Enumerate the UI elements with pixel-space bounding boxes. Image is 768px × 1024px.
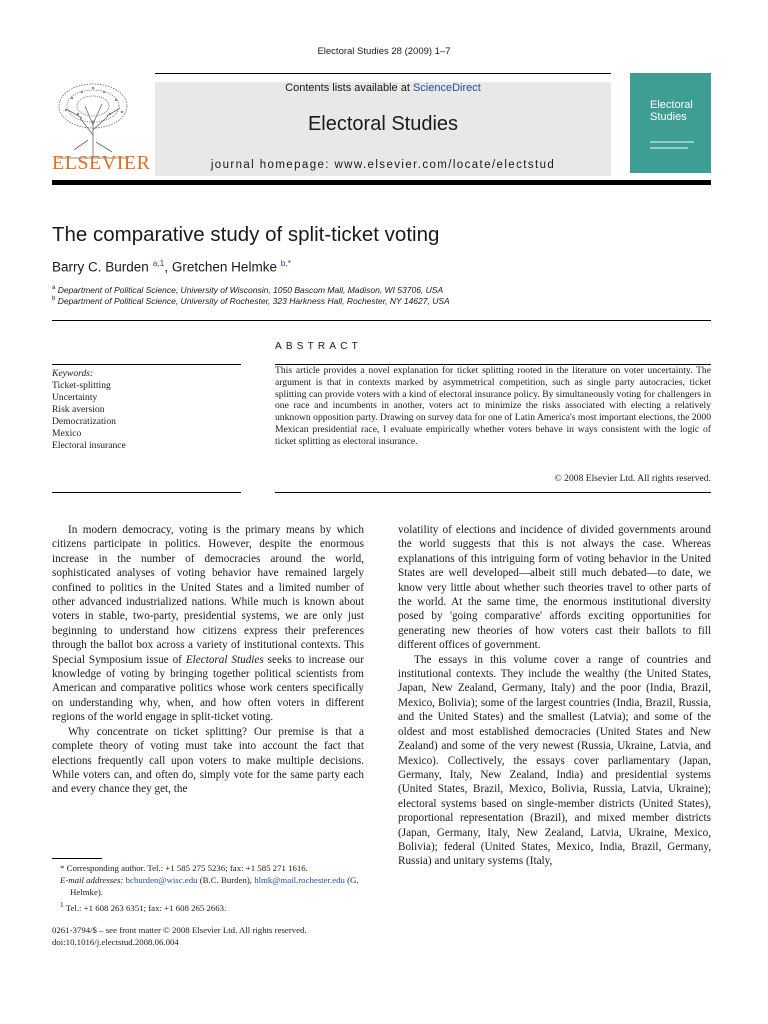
footnote-corresponding (52, 862, 364, 874)
email-link[interactable]: hlmk@mail.rochester.edu (254, 875, 345, 886)
affiliation-text: Department of Political Science, University of Rochester, 323 Harkness Hall, Rochester, NY 14627, USA (57, 296, 450, 306)
keywords-bottom-rule (52, 492, 241, 493)
footnotes (52, 862, 364, 914)
journal-name-italic: Electoral Studies (185, 653, 264, 666)
abstract-copyright: © 2008 Elsevier Ltd. All rights reserved. (554, 473, 711, 484)
footnote-marker: 1 (60, 899, 64, 909)
footnote-1 (52, 899, 364, 914)
email-owner: (G. Helmke). (70, 875, 359, 898)
abstract-bottom-rule (275, 492, 711, 493)
abstract-top-rule (52, 320, 711, 321)
abstract-text: This article provides a novel explanation for ticket splitting rooted in the literature on voter uncertainty. The argument is that in contexts marked by asymmetrical competition, such as single party autocracies, ticket splitting can provide voters with a kind of electoral insurance policy. By simultaneously voting for challengers in one race and incumbents in another, voters act to minimize the risks associated with electing a relatively unknown opposition party. Drawing on survey data for one of Latin America's most important elections, the 2000 Mexican presidential race, I evaluate empirically whether voters behave in ways consistent with the logic of ticket splitting as electoral insurance. (275, 365, 711, 447)
publisher-wordmark: ELSEVIER (52, 152, 151, 174)
author-affiliation-marker[interactable]: b,* (280, 258, 292, 268)
cover-title: Electoral Studies (650, 99, 693, 123)
contents-prefix: Contents lists available at (285, 82, 413, 94)
email-label: E-mail addresses: (60, 875, 124, 886)
author-name: Barry C. Burden (52, 259, 149, 275)
body-paragraph: volatility of elections and incidence of divided governments around the world suggests that this is not always the case. Whereas explanations of this intriguing form of voting behavior in the United States are well developed—albeit still much debated—to date, we know very little about whether such theories travel to other parts of the world. At the same time, the enormous institutional diversity posed by 'going comparative' affords exciting opportunities for generating new theories of how voters cast their ballots to fill different offices of government. (398, 524, 711, 652)
affiliation-a (52, 285, 443, 295)
footnote-text: Corresponding author. Tel.: +1 585 275 5236; fax: +1 585 271 1616. (66, 863, 308, 873)
email-owner: (B.C. Burden), (199, 875, 253, 886)
keyword-item: Mexico (52, 428, 82, 439)
masthead-top-rule (155, 73, 611, 74)
journal-title: Electoral Studies (307, 113, 459, 135)
keyword-item: Ticket-splitting (52, 380, 111, 391)
body-paragraph: Why concentrate on ticket splitting? Our premise is that a complete theory of voting must take into account the fact that elections frequently call upon voters to make multiple decisions. While voters can, and often do, simply vote for the same party each and every chance they get, the (52, 725, 364, 796)
paragraph-text: seeks to increase our knowledge of voting by bringing together political scientists from American and comparative politics whose work centers specifically on understanding why, when, and how often voters in different regions of the world engage in split-ticket voting. (52, 653, 364, 724)
keywords-top-rule (52, 364, 241, 365)
keyword-item: Electoral insurance (52, 440, 126, 451)
keyword-item: Risk aversion (52, 404, 105, 415)
affiliation-text: Department of Political Science, University of Wisconsin, 1050 Bascom Mall, Madison, WI 53706, USA (57, 285, 444, 295)
affiliation-marker: b (52, 296, 56, 303)
page-footer (52, 924, 372, 948)
author-name: Gretchen Helmke (171, 259, 277, 275)
email-link[interactable]: bcburden@wisc.edu (125, 875, 198, 886)
author-affiliation-marker[interactable]: a,1 (152, 258, 165, 268)
journal-homepage[interactable]: journal homepage: www.elsevier.com/locate/electstud (210, 159, 556, 171)
keywords-list (52, 368, 126, 452)
sciencedirect-link[interactable]: ScienceDirect (412, 82, 481, 94)
author-list: Barry C. Burden $^{a,1}$, Gretchen Helmke $^{b,*}$ (52, 258, 292, 275)
paragraph-text: In modern democracy, voting is the primary means by which citizens participate in politics. However, despite the enormous increase in the number of democracies around the world, sophisticated analyses of voting behavior have remained largely confined to politics in the United States and a limited number of other advanced industrialized nations. While much is known about voters in stable, two-party, presidential systems, we are only just beginning to understand how citizens express their preferences through the ballot box across a variety of institutional contexts. This Special Symposium issue of (52, 524, 364, 666)
body-paragraph: The essays in this volume cover a range of countries and institutional contexts. They include the wealthy (the United States, Japan, New Zealand, Germany, Italy) and the poor (India, Brazil, Mexico, Bolivia); some of the largest countries (India, Brazil, Russia, and the United States) and the smallest (Latvia); and some of the oldest and most established democracies (United States and New Zealand) and some of the very newest (Russia, Ukraine, Latvia, and Mexico). Collectively, the essays cover parliamentary (Japan, Germany, Italy, New Zealand, India) and presidential systems (United States, Brazil, Mexico, Bolivia, Russia, Latvia, Ukraine); electoral systems based on single-member districts (United States), proportional representation (Brazil), and mixed member districts (Japan, Germany, Italy, New Zealand, Latvia, Ukraine, Mexico, Bolivia); federal (United States, Mexico, India, Brazil, Germany, Russia) and unitary systems (Italy, (398, 653, 711, 868)
running-head: Electoral Studies 28 (2009) 1–7 (317, 46, 451, 57)
doi-line[interactable]: doi:10.1016/j.electstud.2008.06.004 (52, 937, 179, 948)
affiliation-b (52, 296, 450, 306)
footnote-marker: * (60, 863, 65, 873)
masthead-bottom-rule (52, 180, 711, 185)
keyword-item: Democratization (52, 416, 116, 427)
contents-line (155, 82, 611, 94)
elsevier-tree-logo-icon (52, 80, 134, 160)
body-paragraph (52, 523, 364, 725)
footnote-rule (52, 858, 102, 859)
issn-line: 0261-3794/$ – see front matter © 2008 Elsevier Ltd. All rights reserved. (52, 925, 307, 935)
cover-decoration (650, 141, 694, 143)
journal-cover-image (630, 73, 711, 173)
footnote-text: Tel.: +1 608 263 6351; fax: +1 608 265 2663. (65, 902, 227, 913)
keyword-item: Uncertainty (52, 392, 98, 403)
cover-decoration (650, 147, 688, 149)
body-column-right (398, 523, 711, 869)
keywords-heading: Keywords: (52, 368, 94, 379)
footnote-emails (52, 874, 364, 898)
affiliation-marker: a (52, 285, 56, 292)
body-column-left (52, 523, 364, 797)
abstract-heading: ABSTRACT (275, 341, 362, 352)
article-title: The comparative study of split-ticket voting (52, 223, 440, 246)
